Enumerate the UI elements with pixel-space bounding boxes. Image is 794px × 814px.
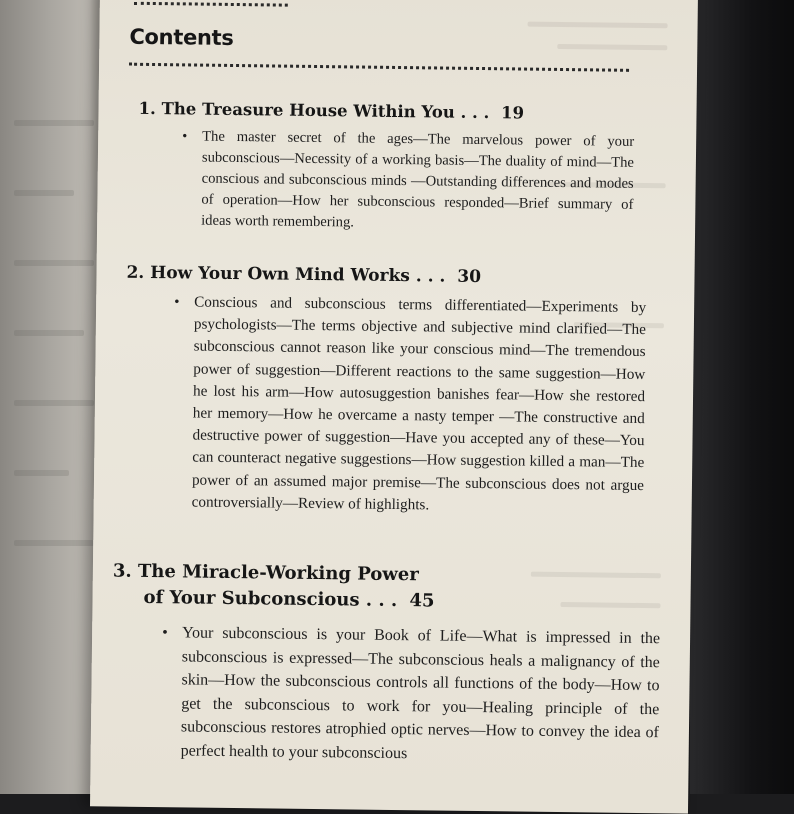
page-title: Contents [129,24,234,50]
summary-text: The master secret of the ages—The marvelous power of your subconscious—Necessity of a working basis—The duality of mind—The conscious and subconscious minds —Outstanding differences and modes of operation—How her subconscious responded—Brief summary of ideas worth remembering. [201,128,635,231]
title-dotted-rule [129,63,629,72]
chapter-number: 2. [126,262,145,283]
chapter-page-number: 45 [409,590,435,612]
chapter-number: 1. [138,98,156,119]
chapter-heading [138,99,598,124]
chapter-title: How Your Own Mind Works [150,262,411,287]
chapter-2 [124,262,647,519]
bullet-icon: • [162,624,168,642]
bullet-icon: • [182,128,188,145]
chapter-title: The Treasure House Within You [161,99,455,122]
summary-text: Your subconscious is your Book of Life—What is impressed in the subconscious is expressed—The subconscious heals a malignancy of the skin—How the subconscious controls all functions of the body—How to get the subconscious to work for you—Healing principle of the subconscious restores atrophied optic nerves—How to convey the idea of perfect health to your subconscious [180,624,661,762]
leader-dots: . . . [460,102,490,123]
leader-dots: . . . [365,589,398,612]
top-dotted-rule [134,2,288,7]
dark-background [690,0,794,794]
chapter-page-number: 30 [457,266,482,288]
chapter-1 [137,98,635,237]
chapter-summary [182,127,635,237]
chapter-number: 3. [112,560,132,582]
bullet-icon: • [174,293,180,311]
chapter-3 [111,559,661,768]
book-page [90,0,698,814]
chapter-heading [126,263,606,289]
leader-dots: . . . [415,266,446,287]
chapter-title-line-2: of Your Subconscious [143,586,360,611]
chapter-summary [162,621,661,768]
chapter-heading [112,559,633,617]
chapter-title-line-1: The Miracle-Working Power [137,560,419,586]
summary-text: Conscious and subconscious terms differentiated—Experiments by psychologists—The terms objective and subjective mind clarified—The subconscious cannot reason like your conscious mind—The tremendous power of suggestion—Different reactions to the same suggestion—How he lost his arm—How autosuggestion banishes fear—How she restored her memory—How he overcame a nasty temper —The constructive and destructive power of suggestion—Have you accepted any of these—You can counteract negative suggestions—How suggestion killed a man—The power of an assumed major premise—The subconscious does not argue controversially—Review of highlights. [191,293,647,514]
chapter-page-number: 19 [500,103,525,123]
chapter-summary [174,292,647,520]
